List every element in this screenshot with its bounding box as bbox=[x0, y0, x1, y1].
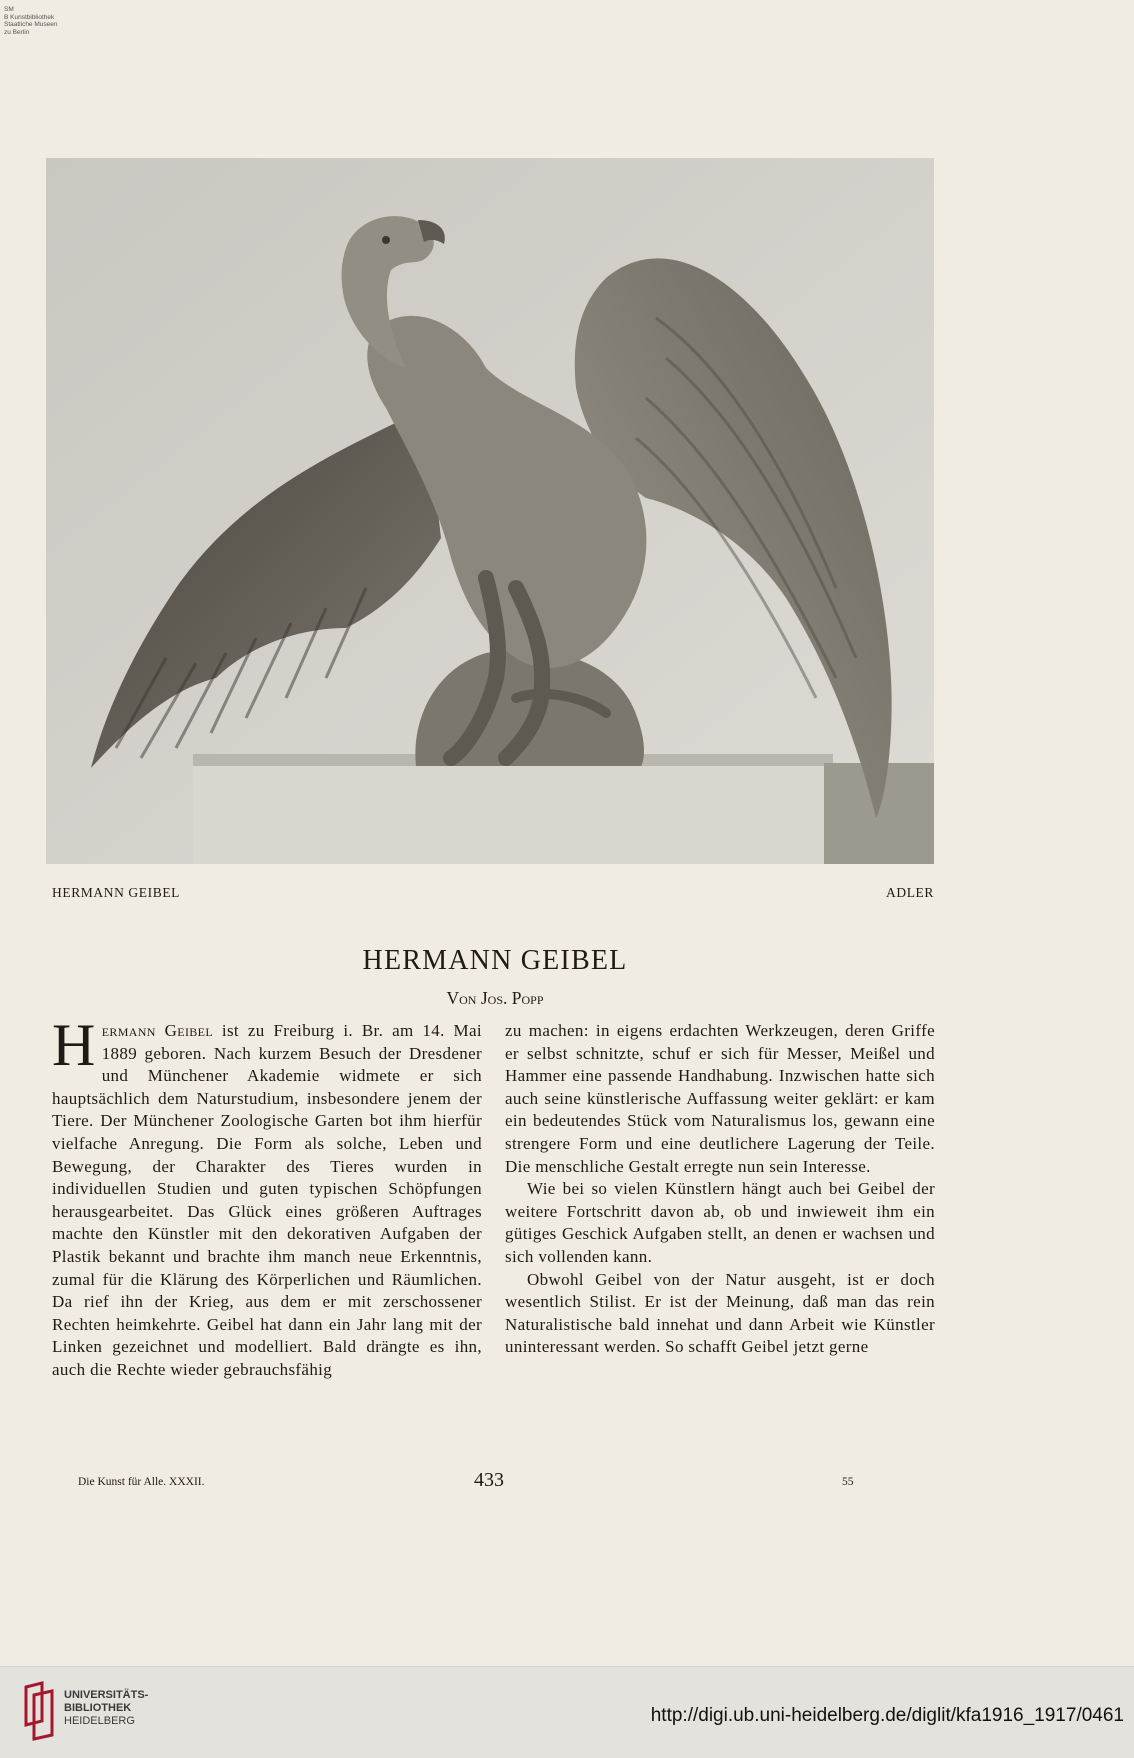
eagle-sculpture-image bbox=[46, 158, 934, 864]
page-number: 433 bbox=[474, 1469, 504, 1491]
library-name-line: HEIDELBERG bbox=[64, 1715, 135, 1727]
lead-name: ermann Geibel bbox=[101, 1021, 214, 1040]
stamp-line: zu Berlin bbox=[4, 28, 30, 36]
paragraph: Wie bei so vielen Künstlern hängt auch bei Geibel der weitere Fortschritt davon ab, ob und inwieweit ihm ein gütiges Geschick Aufgaben stellt, an denen er wachsen und sich vollenden kann. bbox=[505, 1179, 935, 1266]
paragraph: Obwohl Geibel von der Natur ausgeht, ist er doch wesentlich Stilist. Er ist der Meinung, daß man das rein Naturalistische bald innehat und dann Arbeit wie Künstler uninteressant werden. So schafft Geibel jetzt gerne bbox=[505, 1269, 935, 1357]
stamp-line: B Kunstbibliothek bbox=[4, 13, 55, 21]
source-url-link[interactable]: http://digi.ub.uni-heidelberg.de/diglit/kfa1916_1917/0461 bbox=[650, 1705, 1124, 1726]
paragraph-text: ist zu Freiburg i. Br. am 14. Mai 1889 geboren. Nach kurzem Besuch der Dresdener und Münchener Akademie widmete er sich hauptsächlich dem Naturstudium, insbesondere jenem der Tiere. Der Münchener Zoologische Garten bot ihm hierfür vielfache Anregung. Die Form als solche, Leben und Bewegung, der Charakter des Tieres wurden in individuellen Studien und guten typischen Schöpfungen herausgearbeitet. Das Glück eines größeren Auftrages machte den Künstler mit den dekorativen Aufgaben der Plastik bekannt und brachte ihm manch neue Erkenntnis, zumal für die Klärung des Körperlichen und Räumlichen. Da rief ihn der Krieg, aus dem er mit zerschossener Rechten heimkehrte. Geibel hat dann ein Jahr lang mit der Linken gezeichnet und modelliert. Bald drängte es ihn, auch die Rechte wieder gebrauchsfähig bbox=[52, 1021, 482, 1379]
stamp-line: Staatliche Museen bbox=[4, 21, 58, 28]
library-logo-icon bbox=[22, 1681, 58, 1741]
paragraph: zu machen: in eigens erdachten Werkzeugen, deren Griffe er selbst schnitzte, schuf er sich für Messer, Meißel und Hammer eine passende Handhabung. Inzwischen hatte sich auch seine künstlerische Auffassung weiter geklärt: er kam ein bedeutendes Stück vom Naturalismus los, gewann eine strengere Form und eine deutlichere Lagerung der Teile. Die menschliche Gestalt erregte nun sein Interesse. bbox=[505, 1021, 935, 1176]
sheet-number: 55 bbox=[842, 1476, 854, 1488]
article-column-left bbox=[52, 1012, 482, 1382]
library-name-line: BIBLIOTHEK bbox=[64, 1702, 132, 1714]
eagle-sculpture-photo bbox=[46, 158, 934, 864]
library-name bbox=[64, 1689, 148, 1728]
article-byline: Von Jos. Popp bbox=[446, 988, 544, 1008]
journal-footer: Die Kunst für Alle. XXXII. bbox=[78, 1476, 205, 1488]
article-column-right bbox=[505, 1020, 935, 1359]
figure-title-caption: ADLER bbox=[886, 885, 934, 900]
library-name-line: UNIVERSITÄTS- bbox=[64, 1689, 149, 1701]
drop-cap: H bbox=[52, 1012, 96, 1078]
stamp-line: SM bbox=[4, 6, 14, 13]
figure-artist-caption: HERMANN GEIBEL bbox=[52, 885, 181, 900]
paragraph bbox=[52, 1012, 482, 1382]
article-title: HERMANN GEIBEL bbox=[362, 945, 628, 976]
library-footer-bar bbox=[0, 1666, 1134, 1758]
library-stamp bbox=[4, 6, 57, 36]
